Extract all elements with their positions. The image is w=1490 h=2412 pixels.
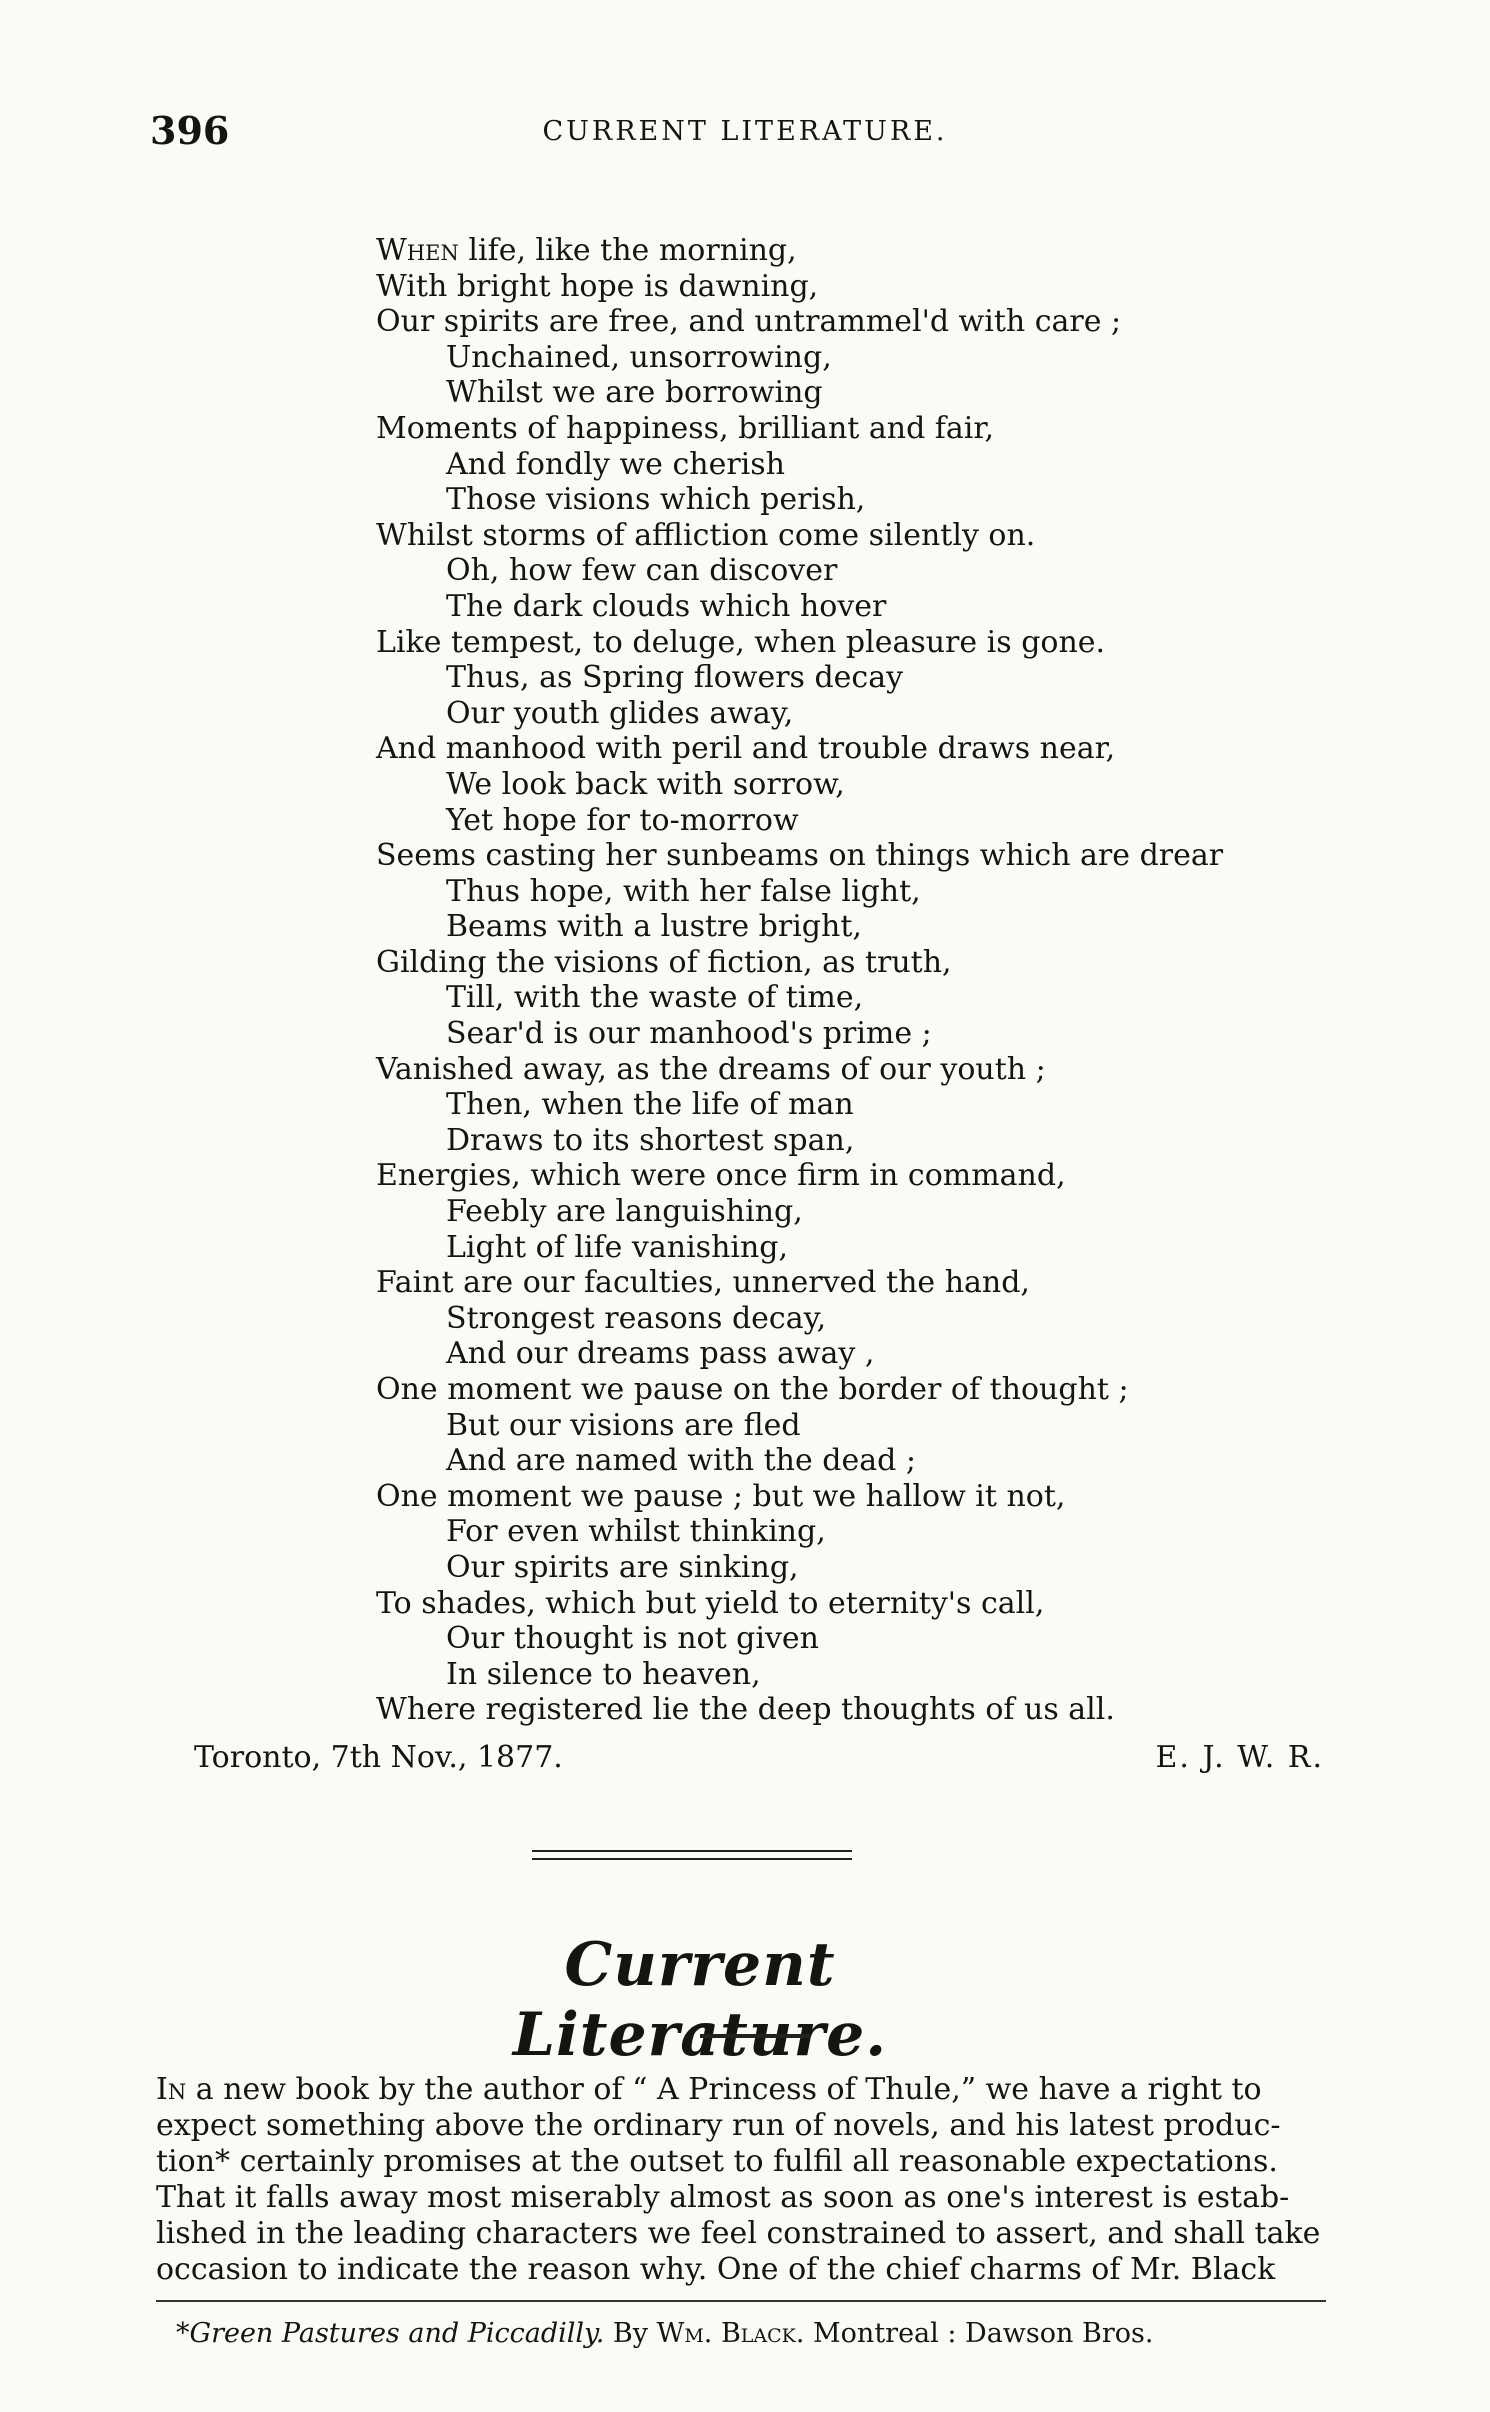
review-line xyxy=(156,2252,1356,2288)
poem-line: Thus hope, with her false light, xyxy=(446,873,921,909)
poem-line: And manhood with peril and trouble draws near, xyxy=(376,731,1116,767)
footnote-rule xyxy=(156,2300,1326,2302)
poem-line: And fondly we cherish xyxy=(446,446,785,482)
poem-line: Vanished away, as the dreams of our youth ; xyxy=(376,1051,1046,1087)
review-line xyxy=(156,2180,1356,2216)
poem-line: Whilst we are borrowing xyxy=(446,375,823,411)
review-line xyxy=(156,2216,1356,2252)
poem-line: Seems casting her sunbeams on things which are drear xyxy=(376,838,1224,874)
poem-line: One moment we pause on the border of thought ; xyxy=(376,1372,1129,1407)
poem-line: Our spirits are free, and untrammel'd with care ; xyxy=(376,304,1122,340)
review-line xyxy=(156,2144,1356,2180)
poem-line: The dark clouds which hover xyxy=(446,588,887,624)
review-line-text: expect something above the ordinary run of novels, and his latest produc- xyxy=(156,2108,1281,2143)
poem-line: Feebly are languishing, xyxy=(446,1194,803,1230)
poem-line: Our spirits are sinking, xyxy=(446,1549,799,1585)
poem-line: With bright hope is dawning, xyxy=(376,268,819,304)
section-title: Current Literature. xyxy=(512,1930,888,2070)
footnote-marker: * xyxy=(176,2318,190,2349)
page-number: 396 xyxy=(150,108,230,153)
review-line xyxy=(156,2072,1356,2108)
poem-line: Our youth glides away, xyxy=(446,695,794,731)
footnote-by: By xyxy=(604,2318,657,2349)
poem-line: Gilding the visions of fiction, as truth, xyxy=(376,944,952,980)
review-line-text: occasion to indicate the reason why. One of the chief charms of Mr. Black xyxy=(156,2252,1276,2287)
poem-line: We look back with sorrow, xyxy=(446,766,845,802)
poem xyxy=(376,233,1276,1728)
poem-line: Like tempest, to deluge, when pleasure is gone. xyxy=(376,624,1106,660)
poem-line: But our visions are fled xyxy=(446,1407,801,1443)
author-initials: E. J. W. R. xyxy=(1155,1740,1324,1775)
poem-line: Till, with the waste of time, xyxy=(446,980,864,1016)
review-line-text: lished in the leading characters we feel constrained to assert, and shall take xyxy=(156,2216,1321,2251)
review-line-text: That it falls away most miserably almost as soon as one's interest is estab- xyxy=(156,2180,1290,2215)
section-divider xyxy=(532,1850,852,1860)
poem-line: Energies, which were once firm in command, xyxy=(376,1158,1066,1194)
poem-line: Unchained, unsorrowing, xyxy=(446,339,832,375)
poem-first-line-rest: life, like the morning, xyxy=(458,233,797,268)
poem-line: Faint are our faculties, unnerved the hand, xyxy=(376,1265,1030,1301)
place-date: Toronto, 7th Nov., 1877. xyxy=(194,1740,563,1775)
review-line-text: tion* certainly promises at the outset to fulfil all reasonable expectations. xyxy=(156,2144,1278,2179)
poem-line: Draws to its shortest span, xyxy=(446,1122,855,1158)
poem-line: Whilst storms of affliction come silently on. xyxy=(376,517,1036,553)
poem-line: And our dreams pass away , xyxy=(446,1336,875,1372)
poem-line: Sear'd is our manhood's prime ; xyxy=(446,1016,932,1052)
footnote-book-title: Green Pastures and Piccadilly. xyxy=(189,2318,605,2349)
poem-first-word: When xyxy=(376,233,459,268)
poem-line: For even whilst thinking, xyxy=(446,1514,826,1550)
poem-line: One moment we pause ; but we hallow it not, xyxy=(376,1478,1066,1514)
review-line-text: a new book by the author of “ A Princess of Thule,” we have a right to xyxy=(186,2072,1262,2107)
poem-line: Where registered lie the deep thoughts of us all. xyxy=(376,1692,1115,1728)
poem-line: Oh, how few can discover xyxy=(446,553,838,589)
page-header xyxy=(150,108,1340,158)
footnote xyxy=(176,2318,1326,2349)
review-first-word: In xyxy=(156,2072,187,2107)
poem-line: Then, when the life of man xyxy=(446,1087,854,1123)
running-head: CURRENT LITERATURE. xyxy=(542,116,948,147)
review-line xyxy=(156,2108,1356,2144)
poem-line: Those visions which perish, xyxy=(446,482,866,518)
footnote-author: Wm. Black. xyxy=(656,2318,805,2349)
poem-line: Thus, as Spring flowers decay xyxy=(446,660,904,696)
poem-line: Our thought is not given xyxy=(446,1621,819,1657)
poem-line: Yet hope for to-morrow xyxy=(446,802,799,838)
review-paragraph xyxy=(156,2072,1356,2288)
poem-line: Strongest reasons decay, xyxy=(446,1300,827,1336)
poem-line: And are named with the dead ; xyxy=(446,1443,916,1479)
poem-line: Light of life vanishing, xyxy=(446,1229,789,1265)
poem-line: Moments of happiness, brilliant and fair, xyxy=(376,410,994,446)
footnote-publisher: Montreal : Dawson Bros. xyxy=(804,2318,1154,2349)
poem-line: Beams with a lustre bright, xyxy=(446,909,862,945)
poem-line xyxy=(376,233,1276,269)
title-underline xyxy=(700,2034,810,2038)
poem-signoff xyxy=(194,1740,1324,1780)
poem-line: In silence to heaven, xyxy=(446,1656,761,1692)
poem-line: To shades, which but yield to eternity's call, xyxy=(376,1585,1045,1621)
